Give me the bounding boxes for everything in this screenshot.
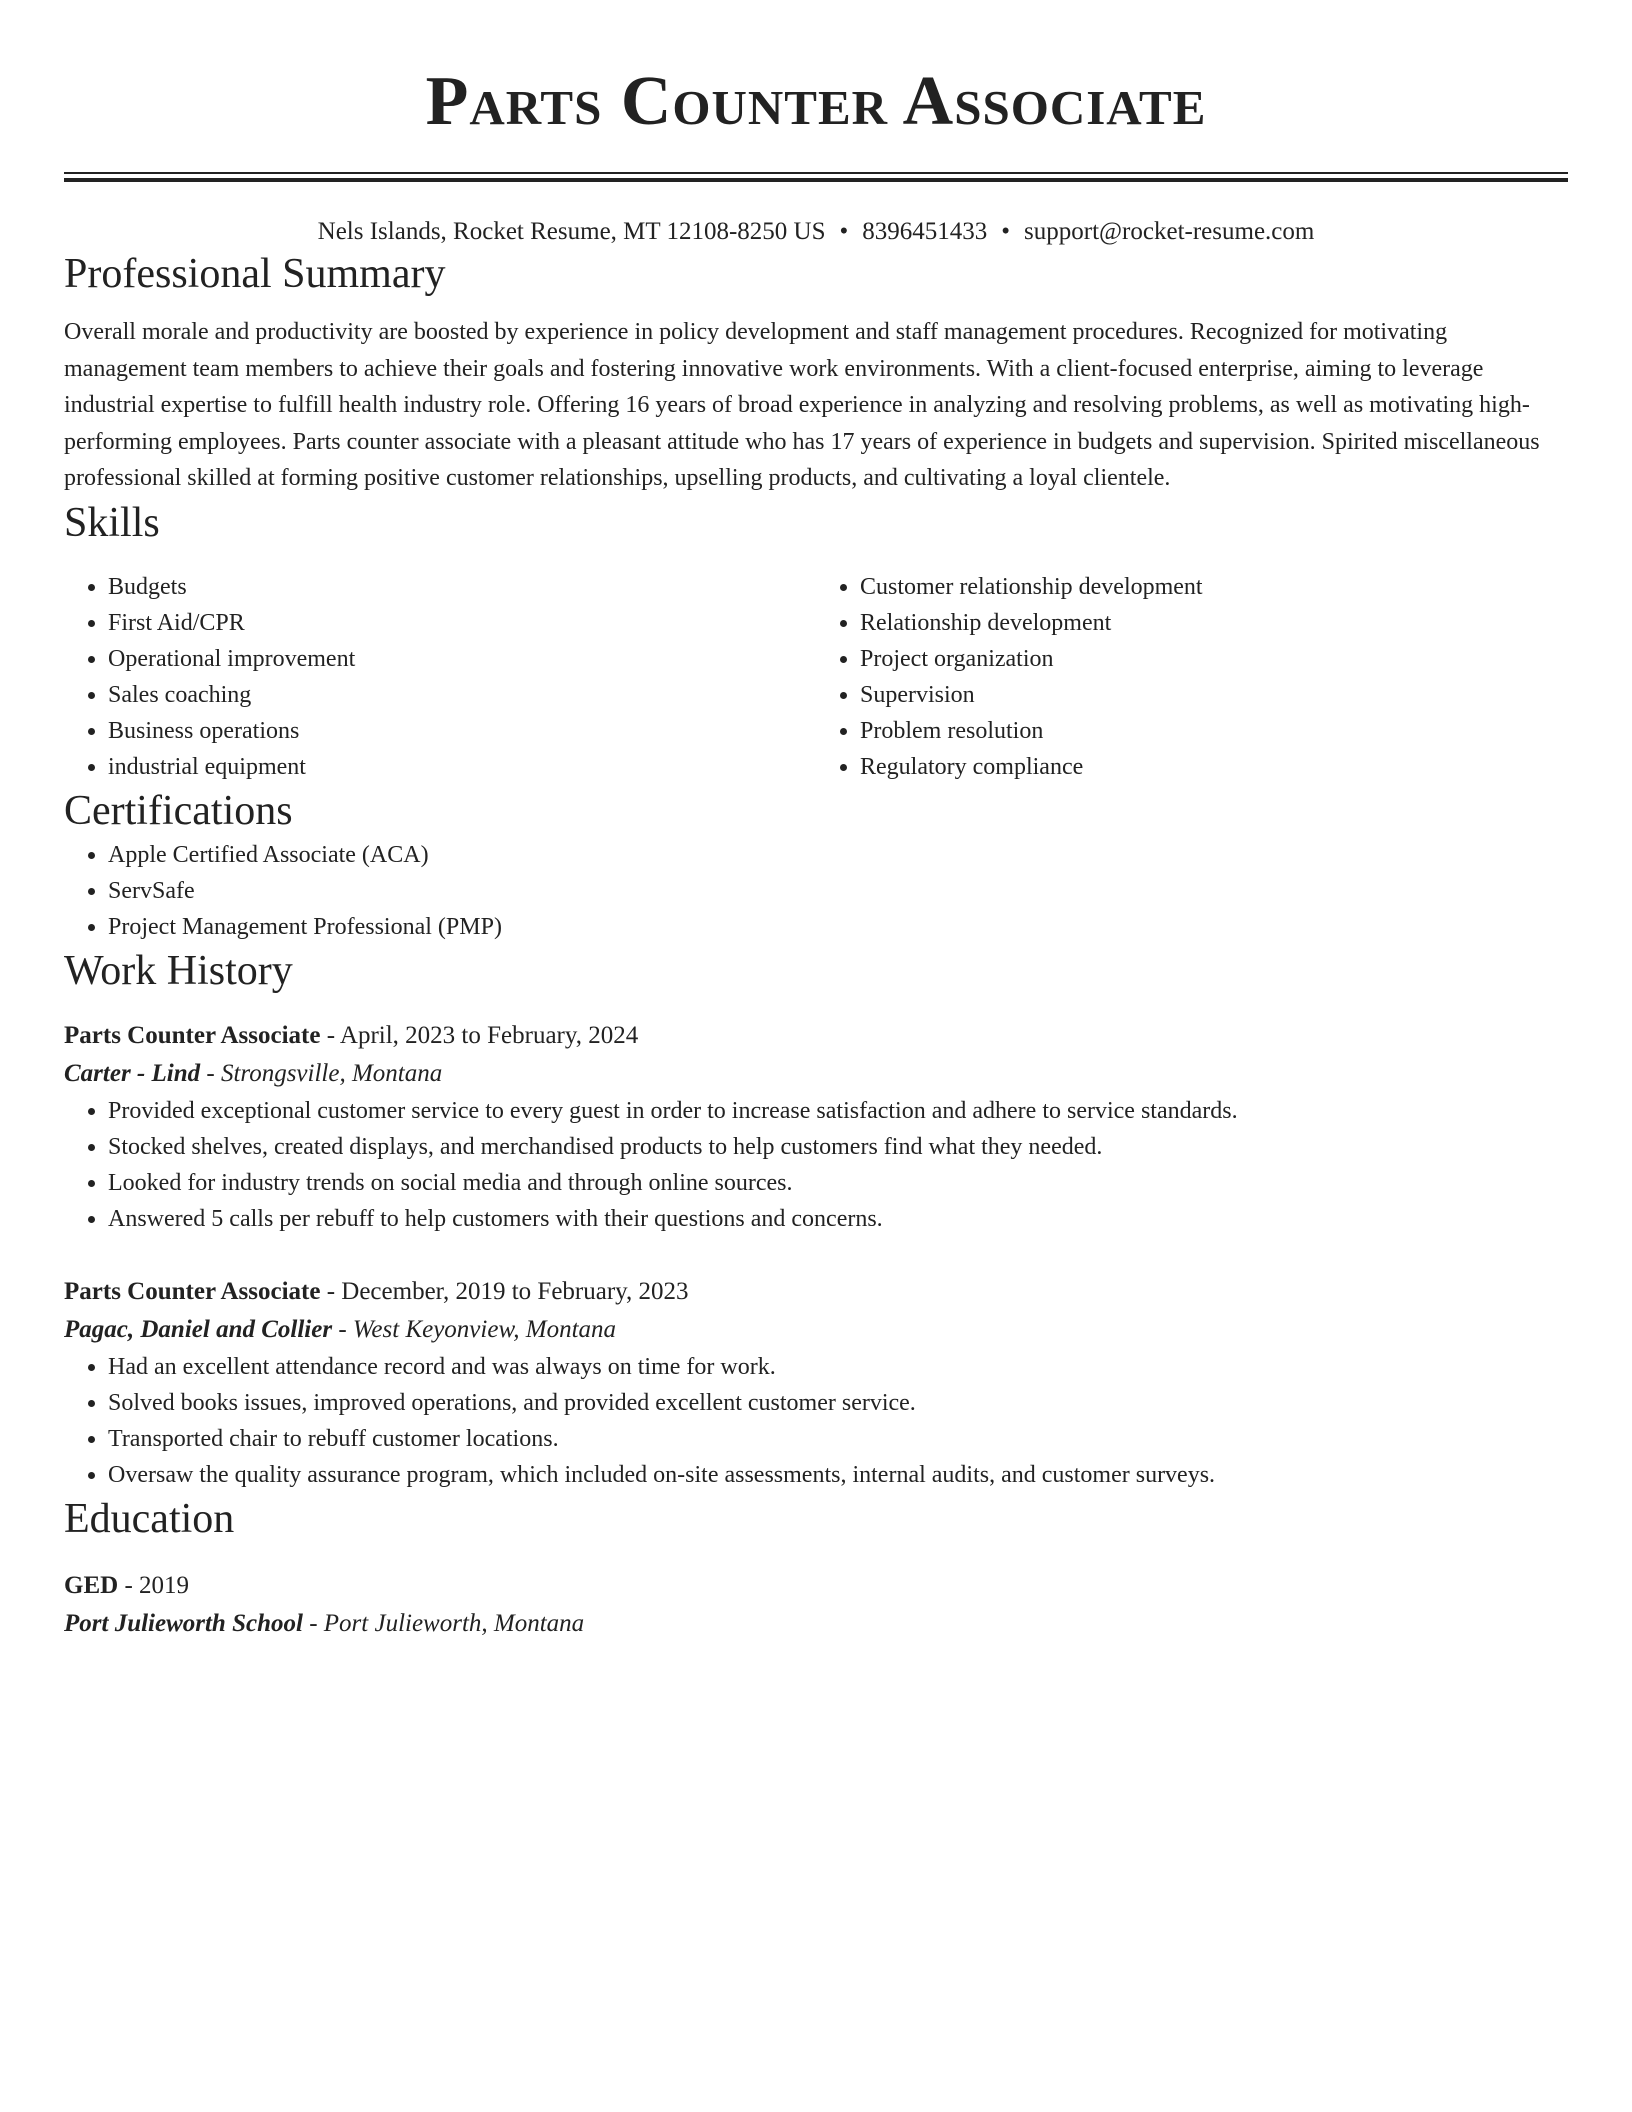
job-bullet: • Answered 5 calls per rebuff to help customers with their questions and concerns.: [108, 1201, 1568, 1237]
job-employer-line: [64, 1055, 1568, 1093]
job-dash: -: [320, 1021, 340, 1049]
section-title-skills: Skills: [64, 499, 160, 546]
skills-columns: [64, 569, 1568, 785]
contact-email: support@rocket-resume.com: [1024, 218, 1315, 245]
skill-item: • Budgets: [108, 569, 816, 605]
job-bullet: • Transported chair to rebuff customer locations.: [108, 1421, 1568, 1457]
skill-item: • First Aid/CPR: [108, 605, 816, 641]
skill-item: • Supervision: [860, 677, 1568, 713]
job-dash: -: [320, 1277, 342, 1305]
skill-item: • Customer relationship development: [860, 569, 1568, 605]
skill-item: • Relationship development: [860, 605, 1568, 641]
education-school: Port Julieworth School: [64, 1609, 303, 1637]
skill-item: • Project organization: [860, 641, 1568, 677]
education-school-line: [64, 1605, 1568, 1643]
section-title-work-history: Work History: [64, 947, 293, 994]
section-title-summary: Professional Summary: [64, 251, 446, 297]
resume-title: Parts Counter Associate: [425, 63, 1207, 140]
education-year: 2019: [139, 1571, 190, 1599]
contact-line: [64, 216, 1568, 248]
job-bullets: [64, 1349, 1568, 1493]
contact-separator: •: [839, 218, 849, 245]
job-dates: December, 2019 to February, 2023: [341, 1277, 689, 1305]
skill-item: • Problem resolution: [860, 713, 1568, 749]
education-location: Port Julieworth, Montana: [323, 1609, 585, 1637]
job-bullet: • Oversaw the quality assurance program, which included on-site assessments, internal audits, and customer surveys.: [108, 1457, 1568, 1493]
contact-address: Nels Islands, Rocket Resume, MT 12108-8250 US: [317, 218, 826, 245]
job-role: Parts Counter Associate: [64, 1021, 321, 1049]
summary-text: Overall morale and productivity are boosted by experience in policy development and staff management procedures. Recognized for motivating management team members to achieve their goals and fostering innovative work environments. With a client-focused enterprise, aiming to leverage industrial expertise to fulfill health industry role. Offering 16 years of broad experience in analyzing and resolving problems, as well as motivating high-performing employees. Parts counter associate with a pleasant attitude who has 17 years of experience in budgets and supervision. Spirited miscellaneous professional skilled at forming positive customer relationships, upselling products, and cultivating a loyal clientele.: [64, 319, 1540, 491]
skill-item: • Operational improvement: [108, 641, 816, 677]
skills-list-left: [64, 569, 816, 785]
job-header: [64, 1017, 1568, 1055]
job-bullet: • Solved books issues, improved operations, and provided excellent customer service.: [108, 1385, 1568, 1421]
education-dash: -: [302, 1609, 324, 1637]
job-dash: -: [200, 1059, 221, 1087]
certifications-list: [64, 837, 1568, 945]
skill-item: • Business operations: [108, 713, 816, 749]
section-title-education: Education: [64, 1495, 235, 1542]
job-dates: April, 2023 to February, 2024: [339, 1021, 639, 1049]
job-bullets: [64, 1093, 1568, 1237]
job-employer-line: [64, 1311, 1568, 1349]
job-location: West Keyonview, Montana: [352, 1315, 617, 1343]
certification-item: • Apple Certified Associate (ACA): [108, 837, 1568, 873]
certification-item: • Project Management Professional (PMP): [108, 909, 1568, 945]
skill-item: • Regulatory compliance: [860, 749, 1568, 785]
section-title-certifications: Certifications: [64, 787, 293, 834]
job-bullet: • Stocked shelves, created displays, and merchandised products to help customers find what they needed.: [108, 1129, 1568, 1165]
job-bullet: • Looked for industry trends on social media and through online sources.: [108, 1165, 1568, 1201]
contact-phone: 8396451433: [862, 218, 988, 245]
job-company: Pagac, Daniel and Collier: [64, 1315, 333, 1343]
job-company: Carter - Lind: [64, 1059, 201, 1087]
education-header: [64, 1567, 1568, 1605]
skill-item: • Sales coaching: [108, 677, 816, 713]
job-role: Parts Counter Associate: [64, 1277, 321, 1305]
job-location: Strongsville, Montana: [220, 1059, 443, 1087]
job-dash: -: [332, 1315, 353, 1343]
job-bullet: • Provided exceptional customer service to every guest in order to increase satisfaction and adhere to service standards.: [108, 1093, 1568, 1129]
title-divider: [64, 172, 1568, 182]
job-header: [64, 1273, 1568, 1311]
contact-separator: •: [1001, 218, 1011, 245]
education-degree: GED: [64, 1571, 119, 1599]
skill-item: • industrial equipment: [108, 749, 816, 785]
skills-list-right: [816, 569, 1568, 785]
certification-item: • ServSafe: [108, 873, 1568, 909]
education-dash: -: [118, 1571, 140, 1599]
job-bullet: • Had an excellent attendance record and was always on time for work.: [108, 1349, 1568, 1385]
